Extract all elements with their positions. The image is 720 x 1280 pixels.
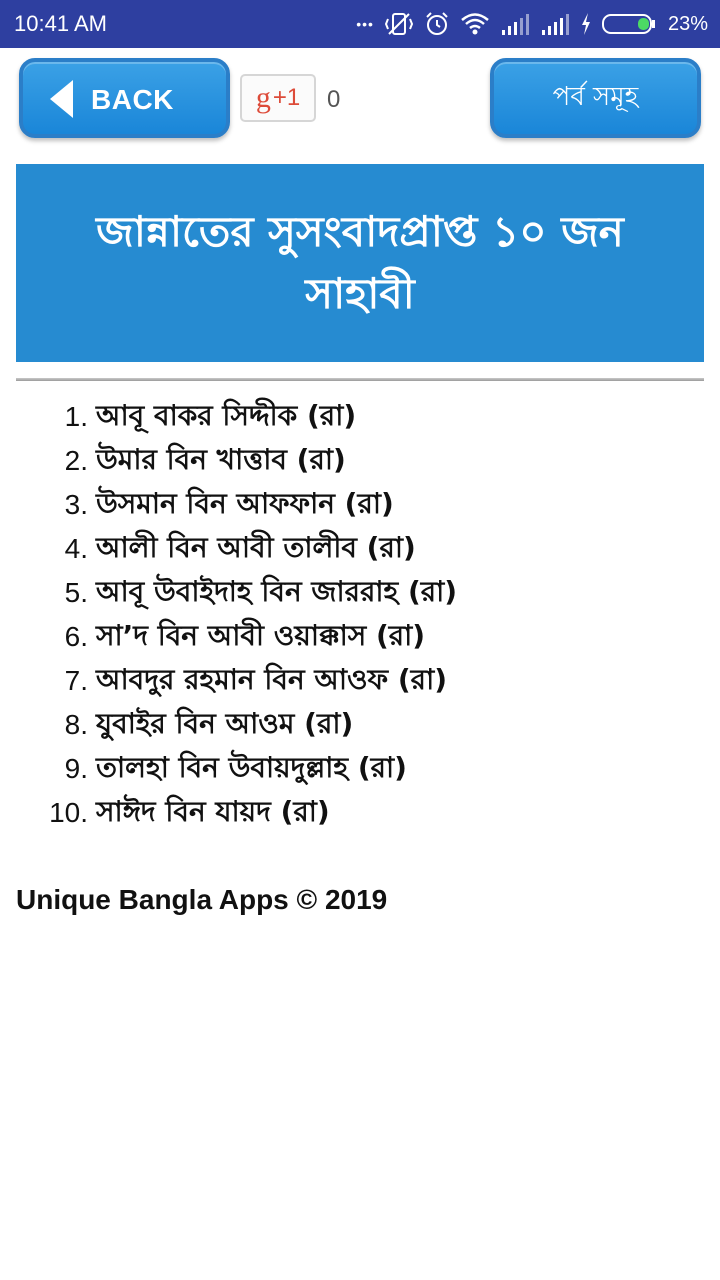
wifi-icon (460, 12, 490, 36)
charging-icon (580, 12, 592, 36)
list-number: 1. (64, 401, 88, 432)
list-text: আবূ বাকর সিদ্দীক (রা) (96, 398, 357, 432)
list-text: আলী বিন আবী তালীব (রা) (96, 530, 416, 564)
list-text: তালহা বিন উবায়দুল্লাহ (রা) (96, 750, 407, 784)
more-dots: ••• (356, 16, 374, 32)
back-arrow-icon (47, 78, 77, 124)
list-text: সা’দ বিন আবী ওয়াক্কাস (রা) (96, 618, 426, 652)
episodes-button[interactable]: পর্ব সমূহ (490, 58, 701, 138)
list-number: 3. (64, 489, 88, 520)
page-title: জান্নাতের সুসংবাদপ্রাপ্ত ১০ জন সাহাবী (96, 207, 624, 318)
list-item (0, 395, 720, 439)
list-item (0, 747, 720, 791)
list-text: যুবাইর বিন আওম (রা) (96, 706, 354, 740)
list-number: 5. (64, 577, 88, 608)
list-text: আবূ উবাইদাহ বিন জাররাহ (রা) (96, 574, 458, 608)
signal-icon (500, 12, 530, 36)
battery-percent: 23% (667, 12, 708, 35)
list-number: 4. (64, 533, 88, 564)
list-item (0, 615, 720, 659)
alarm-icon (424, 11, 450, 37)
list-item (0, 571, 720, 615)
list-number: 10. (49, 797, 88, 828)
companions-list (0, 395, 720, 835)
list-text: উসমান বিন আফফান (রা) (96, 486, 394, 520)
list-item (0, 791, 720, 835)
back-label: BACK (91, 84, 174, 115)
list-number: 9. (64, 753, 88, 784)
status-icons (356, 8, 708, 40)
list-number: 7. (64, 665, 88, 696)
battery-icon (602, 13, 656, 35)
plus-one-label: +1 (272, 84, 301, 111)
list-text: সাঈদ বিন যায়দ (রা) (96, 794, 330, 828)
list-item (0, 527, 720, 571)
list-number: 6. (64, 621, 88, 652)
signal-icon (540, 12, 570, 36)
divider (16, 378, 704, 381)
plus-one-count: 0 (327, 86, 341, 113)
list-item (0, 439, 720, 483)
list-item (0, 703, 720, 747)
list-number: 8. (64, 709, 88, 740)
back-button[interactable] (19, 58, 230, 138)
list-number: 2. (64, 445, 88, 476)
list-item (0, 659, 720, 703)
list-text: উমার বিন খাত্তাব (রা) (96, 442, 346, 476)
list-text: আবদুর রহমান বিন আওফ (রা) (96, 662, 447, 696)
list-item (0, 483, 720, 527)
google-plus-icon: g (255, 81, 271, 114)
title-banner (16, 164, 704, 362)
google-plus-one-button[interactable] (240, 74, 316, 122)
status-bar (0, 0, 720, 48)
vibrate-off-icon (384, 11, 414, 37)
status-time: 10:41 AM (14, 11, 107, 36)
footer-copyright: Unique Bangla Apps © 2019 (16, 884, 388, 915)
